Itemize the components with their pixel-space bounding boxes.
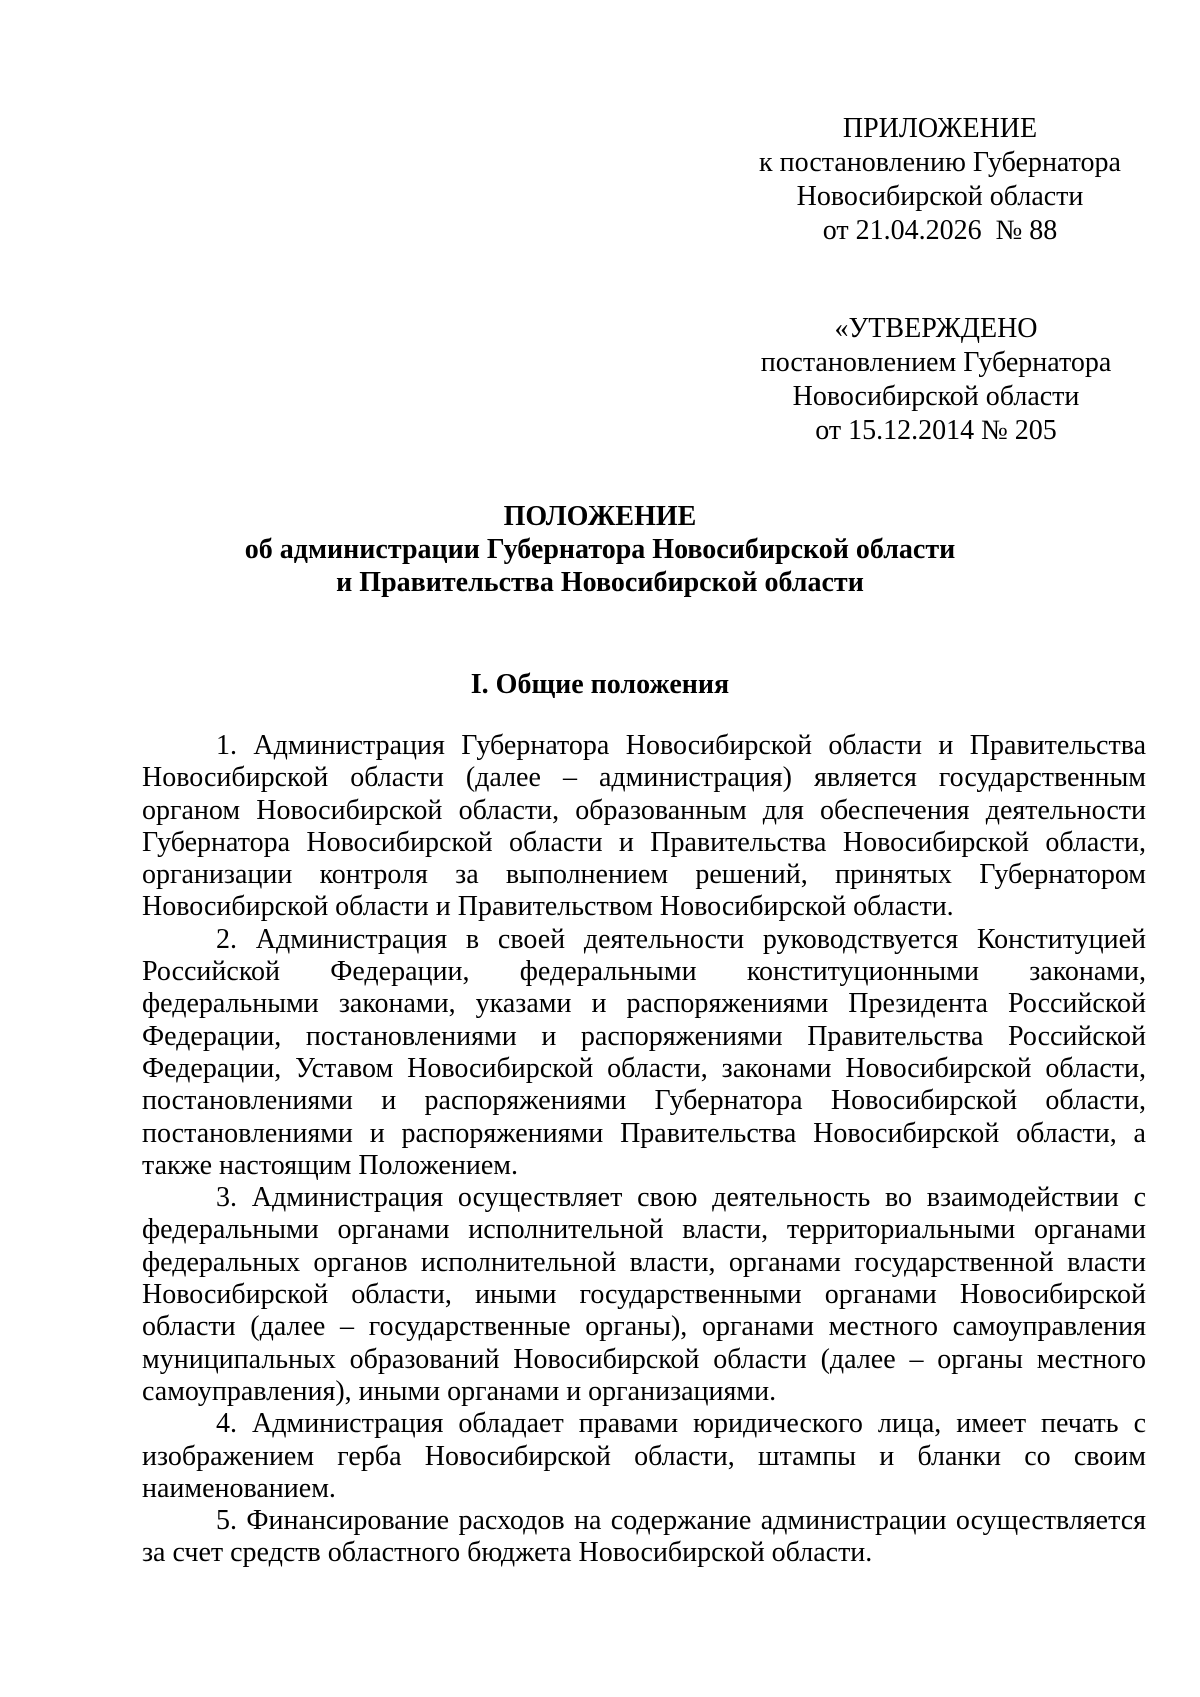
document-title-line-3: и Правительства Новосибирской области [336,567,864,598]
appendix-stamp-line-1: ПРИЛОЖЕНИЕ [842,113,1038,144]
approved-stamp-line-3: Новосибирской области [792,381,1080,412]
paragraph-1: 1. Администрация Губернатора Новосибирской области и Правительства Новосибирской области (далее – администрация) является государственным органом Новосибирской области, образованным для обеспечения деятельности Губернатора Новосибирской области и Правительства Новосибирской области, организации контроля за выполнением решений, принятых Губернатором Новосибирской области и Правительством Новосибирской области. [142,730,1146,923]
document-title-line-1: ПОЛОЖЕНИЕ [503,501,697,532]
appendix-stamp-line-2: к постановлению Губернатора [759,147,1121,178]
document-title-line-2: об администрации Губернатора Новосибирской области [244,534,956,565]
appendix-stamp-line-3: Новосибирской области [796,181,1084,212]
appendix-stamp [680,112,1200,248]
document-body [142,730,1146,1570]
paragraph-4: 4. Администрация обладает правами юридического лица, имеет печать с изображением герба Новосибирской области, штампы и бланки со своим наименованием. [142,1408,1146,1504]
approved-stamp [676,312,1196,448]
approved-stamp-line-4: от 15.12.2014 № 205 [815,415,1057,446]
section-heading: I. Общие положения [470,669,730,700]
approved-stamp-line-1: «УТВЕРЖДЕНО [834,313,1038,344]
approved-stamp-line-2: постановлением Губернатора [760,347,1112,378]
paragraph-3: 3. Администрация осуществляет свою деятельность во взаимодействии с федеральными органами исполнительной власти, территориальными органами федеральных органов исполнительной власти, органами государственной власти Новосибирской области, иными государственными органами Новосибирской области (далее – государственные органы), органами местного самоуправления муниципальных образований Новосибирской области (далее – органы местного самоуправления), иными органами и организациями. [142,1182,1146,1407]
paragraph-2: 2. Администрация в своей деятельности руководствуется Конституцией Российской Федерации, федеральными конституционными законами, федеральными законами, указами и распоряжениями Президента Российской Федерации, постановлениями и распоряжениями Правительства Российской Федерации, Уставом Новосибирской области, законами Новосибирской области, постановлениями и распоряжениями Губернатора Новосибирской области, постановлениями и распоряжениями Правительства Новосибирской области, а также настоящим Положением. [142,923,1146,1181]
paragraph-5: 5. Финансирование расходов на содержание администрации осуществляется за счет средств областного бюджета Новосибирской области. [142,1505,1146,1569]
document-title [0,500,1200,599]
appendix-stamp-line-4: от 21.04.2026 № 88 [822,215,1058,246]
